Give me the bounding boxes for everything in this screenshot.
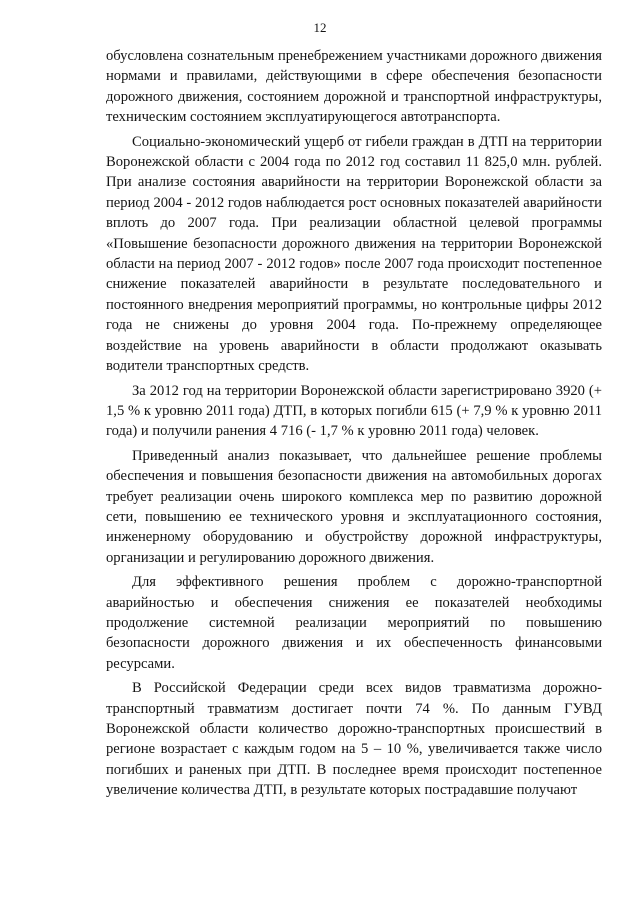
paragraph-analysis: Приведенный анализ показывает, что дальнейшее решение проблемы обеспечения и повышения безопасности движения на автомобильных дорогах требует реализации очень широкого комплекса мер по развитию дорожной сети, повышению ее технического уровня и эксплуатационного состояния, инженерному оборудованию и обустройству дорожной инфраструктуры, организации и регулированию дорожного движения. <box>106 447 602 566</box>
paragraph-russian-federation: В Российской Федерации среди всех видов травматизма дорожно-транспортный травматизм достигает почти 74 %. По данным ГУВД Воронежской области количество дорожно-транспортных происшествий в регионе возрастает с каждым годом на 5 – 10 %, увеличивается также число погибших и раненых при ДТП. В последнее время происходит постепенное увеличение количества ДТП, в результате которых пострадавшие получают <box>106 680 602 799</box>
page-number: 12 <box>313 20 327 35</box>
body-text <box>106 46 602 801</box>
paragraph-2012-statistics: За 2012 год на территории Воронежской области зарегистрировано 3920 (+ 1,5 % к уровню 2011 года) ДТП, в которых погибли 615 (+ 7,9 % к уровню 2011 года) и получили ранения 4 716 (- 1,7 % к уровню 2011 года) человек. <box>106 382 602 440</box>
paragraph-solution: Для эффективного решения проблем с дорожно-транспортной аварийностью и обеспечения снижения ее показателей необходимы продолжение системной реализации мероприятий по повышению безопасности дорожного движения и их обеспеченность финансовыми ресурсами. <box>106 574 602 672</box>
paragraph-continuation: обусловлена сознательным пренебрежением участниками дорожного движения нормами и правилами, действующими в сфере обеспечения безопасности дорожного движения, состоянием дорожной и транспортной инфраструктуры, техническим состоянием эксплуатирующегося автотранспорта. <box>106 48 602 126</box>
paragraph-economic-damage: Социально-экономический ущерб от гибели граждан в ДТП на территории Воронежской области с 2004 года по 2012 год составил 11 825,0 млн. рублей. При анализе состояния аварийности на территории Воронежской области за период 2004 - 2012 годов наблюдается рост основных показателей аварийности вплоть до 2007 года. При реализации областной целевой программы «Повышение безопасности дорожного движения на территории Воронежской области на период 2007 - 2012 годов» после 2007 года происходит постепенное снижение показателей аварийности в результате последовательного и постоянного внедрения мероприятий программы, но контрольные цифры 2012 года не снижены до уровня 2004 года. По-прежнему определяющее воздействие на уровень аварийности в области продолжают оказывать водители транспортных средств. <box>106 133 602 375</box>
